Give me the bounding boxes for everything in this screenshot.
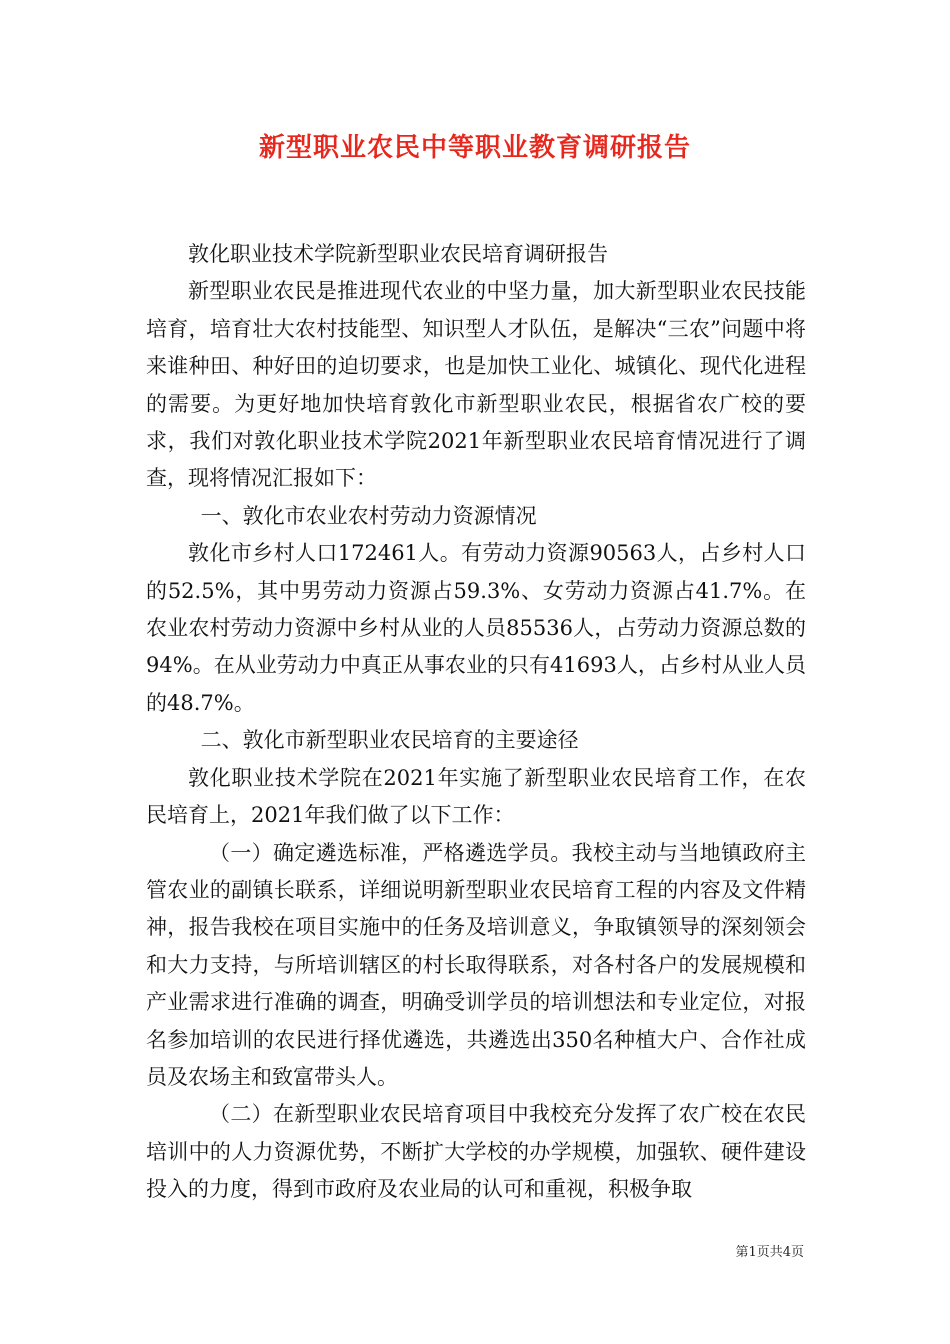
page-number: 第1页共4页 — [735, 1245, 804, 1260]
subsection-2-paragraph: （二）在新型职业农民培育项目中我校充分发挥了农广校在农民培训中的人力资源优势，不断扩大学校的办学规模，加强软、硬件建设投入的力度，得到市政府及农业局的认可和重视，积极争取 — [146, 1102, 806, 1202]
section-heading-2: 二、敦化市新型职业农民培育的主要途径 — [200, 728, 579, 753]
document-title: 新型职业农民中等职业教育调研报告 — [258, 133, 691, 163]
subsection-1-paragraph: （一）确定遴选标准，严格遴选学员。我校主动与当地镇政府主管农业的副镇长联系，详细说明新型职业农民培育工程的内容及文件精神，报告我校在项目实施中的任务及培训意义，争取镇领导的深刻领会和大力支持，与所培训辖区的村长取得联系，对各村各户的发展规模和产业需求进行准确的调查，明确受训学员的培训想法和专业定位，对报名参加培训的农民进行择优遴选，共遴选出350名种植大户、合作社成员及农场主和致富带头人。 — [146, 840, 806, 1089]
subtitle-paragraph: 敦化职业技术学院新型职业农民培育调研报告 — [188, 242, 608, 266]
document-body — [146, 236, 806, 1209]
cultivation-intro-paragraph: 敦化职业技术学院在2021年实施了新型职业农民培育工作，在农民培育上，2021年我们做了以下工作： — [146, 765, 806, 828]
intro-paragraph: 新型职业农民是推进现代农业的中坚力量，加大新型职业农民技能培育，培育壮大农村技能型、知识型人才队伍，是解决“三农”问题中将来谁种田、种好田的迫切要求，也是加快工业化、城镇化、现代化进程的需要。为更好地加快培育敦化市新型职业农民，根据省农广校的要求，我们对敦化职业技术学院2021年新型职业农民培育情况进行了调查，现将情况汇报如下： — [146, 279, 806, 491]
labor-resource-paragraph: 敦化市乡村人口172461人。有劳动力资源90563人，占乡村人口的52.5%，其中男劳动力资源占59.3%、女劳动力资源占41.7%。在农业农村劳动力资源中乡村从业的人员85536人，占劳动力资源总数的94%。在从业劳动力中真正从事农业的只有41693人，占乡村从业人员的48.7%。 — [146, 541, 806, 715]
section-heading-1: 一、敦化市农业农村劳动力资源情况 — [200, 503, 537, 528]
